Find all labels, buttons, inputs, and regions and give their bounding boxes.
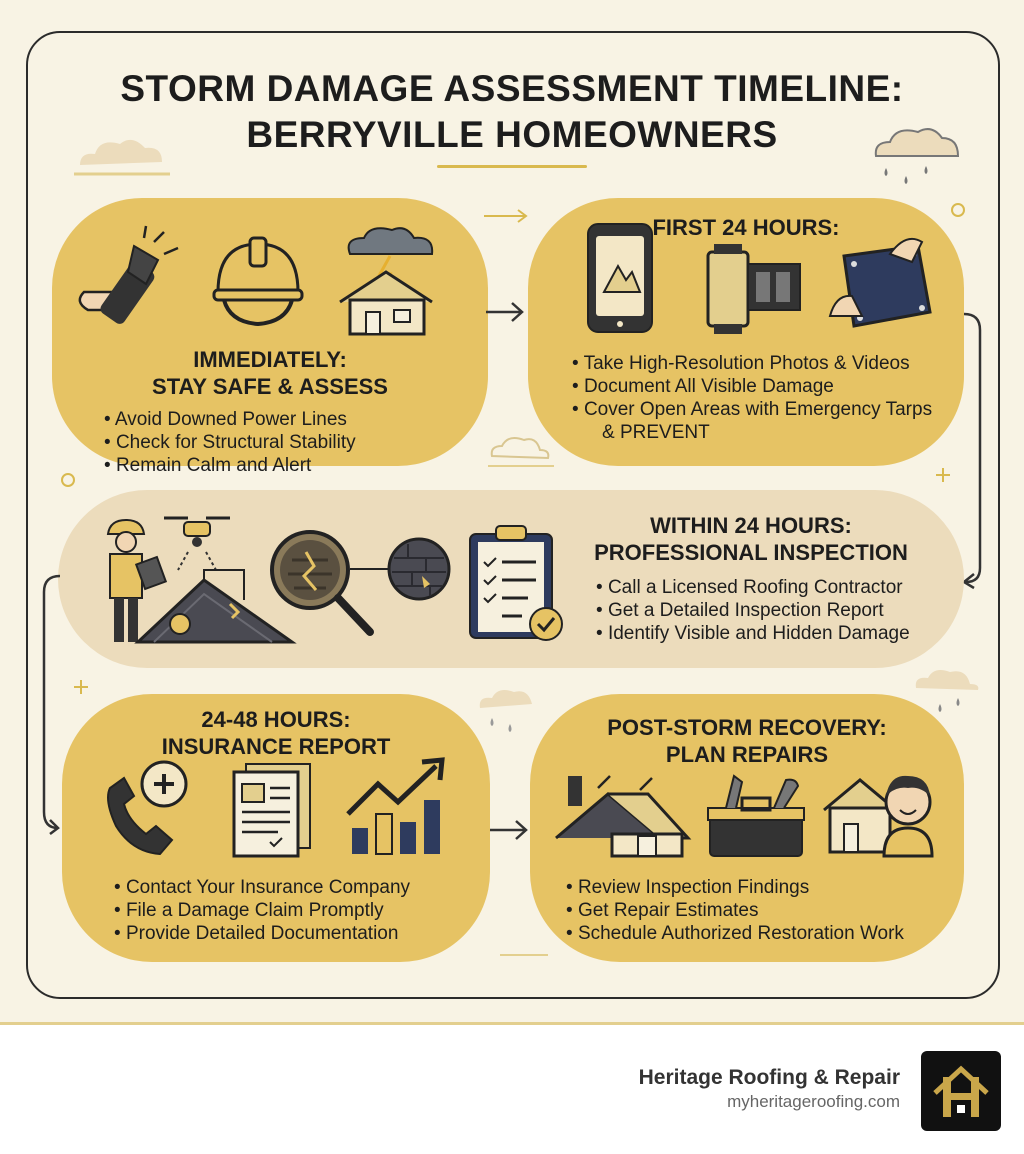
title-line-1: STORM DAMAGE ASSESSMENT TIMELINE: — [120, 68, 904, 109]
connector-arrow-icon — [960, 312, 990, 588]
documents-icon — [230, 762, 316, 858]
list-item: • Avoid Downed Power Lines — [104, 408, 356, 431]
list-item: • Provide Detailed Documentation — [114, 922, 410, 945]
storm-house-icon — [336, 224, 440, 338]
tarp-icon — [826, 236, 936, 336]
step-4-heading-line-2: INSURANCE REPORT — [161, 734, 391, 759]
flashlight-icon — [74, 232, 184, 332]
list-item: • Take High-Resolution Photos & Videos — [572, 352, 932, 375]
step-5-heading-line-1: POST-STORM RECOVERY: — [607, 715, 887, 740]
list-item: • Review Inspection Findings — [566, 876, 904, 899]
brand-name: Heritage Roofing & Repair — [638, 1066, 900, 1089]
circle-ornament-icon — [60, 472, 76, 488]
step-1-heading-line-2: STAY SAFE & ASSESS — [152, 374, 388, 399]
brand-url[interactable]: myheritageroofing.com — [727, 1092, 900, 1111]
dash-ornament-icon — [500, 950, 560, 960]
list-item: • Get a Detailed Inspection Report — [596, 599, 910, 622]
growth-chart-icon — [344, 756, 448, 858]
arrow-right-icon — [488, 818, 532, 842]
plus-ornament-icon — [934, 466, 952, 484]
drone-icon — [158, 512, 236, 572]
step-5-heading-line-2: PLAN REPAIRS — [665, 742, 829, 767]
rain-cloud-icon — [868, 122, 968, 197]
small-cloud-icon — [478, 430, 558, 470]
toolbox-icon — [704, 772, 808, 860]
list-item: • Identify Visible and Hidden Damage — [596, 622, 910, 645]
list-item: • Contact Your Insurance Company — [114, 876, 410, 899]
step-2-list — [572, 352, 932, 444]
step-4-list — [114, 876, 410, 945]
shingle-damage-icon — [386, 536, 452, 602]
hard-hat-icon — [210, 232, 306, 332]
title-underline — [437, 165, 587, 168]
list-item: • Schedule Authorized Restoration Work — [566, 922, 904, 945]
magnifier-icon — [266, 526, 376, 638]
film-roll-icon — [704, 244, 804, 336]
homeowner-icon — [820, 758, 944, 858]
step-4-heading-line-1: 24-48 HOURS: — [201, 707, 351, 732]
phone-call-icon — [100, 760, 196, 860]
step-1-heading-line-1: IMMEDIATELY: — [193, 347, 347, 372]
smartphone-photo-icon — [584, 222, 658, 336]
title-line-2: BERRYVILLE HOMEOWNERS — [246, 114, 778, 155]
heritage-logo-icon — [921, 1051, 1001, 1131]
list-item: • File a Damage Claim Promptly — [114, 899, 410, 922]
list-item: • Get Repair Estimates — [566, 899, 904, 922]
arrow-right-icon — [484, 300, 528, 324]
list-item-continuation: & PREVENT — [602, 422, 710, 443]
step-2-heading-line-1: FIRST 24 HOURS: — [652, 215, 840, 240]
connector-line — [350, 566, 390, 572]
step-1-list — [104, 408, 356, 477]
step-1-heading — [52, 346, 488, 400]
list-item: • Call a Licensed Roofing Contractor — [596, 576, 910, 599]
checklist-icon — [466, 522, 570, 642]
step-5-list — [566, 876, 904, 945]
step-4-heading — [62, 706, 490, 760]
step-3-heading-line-1: WITHIN 24 HOURS: — [650, 513, 852, 538]
step-3-heading — [586, 512, 916, 566]
plus-ornament-icon — [72, 678, 90, 696]
list-item: • Check for Structural Stability — [104, 431, 356, 454]
arrow-right-icon — [482, 206, 534, 226]
footer-divider — [0, 1022, 1024, 1025]
list-item: • Document All Visible Damage — [572, 375, 932, 398]
list-item: • Remain Calm and Alert — [104, 454, 356, 477]
step-3-list — [596, 576, 910, 645]
list-item: • Cover Open Areas with Emergency Tarps — [572, 398, 932, 421]
step-3-heading-line-2: PROFESSIONAL INSPECTION — [594, 540, 908, 565]
cloud-icon — [70, 130, 180, 180]
house-repair-icon — [552, 772, 692, 862]
